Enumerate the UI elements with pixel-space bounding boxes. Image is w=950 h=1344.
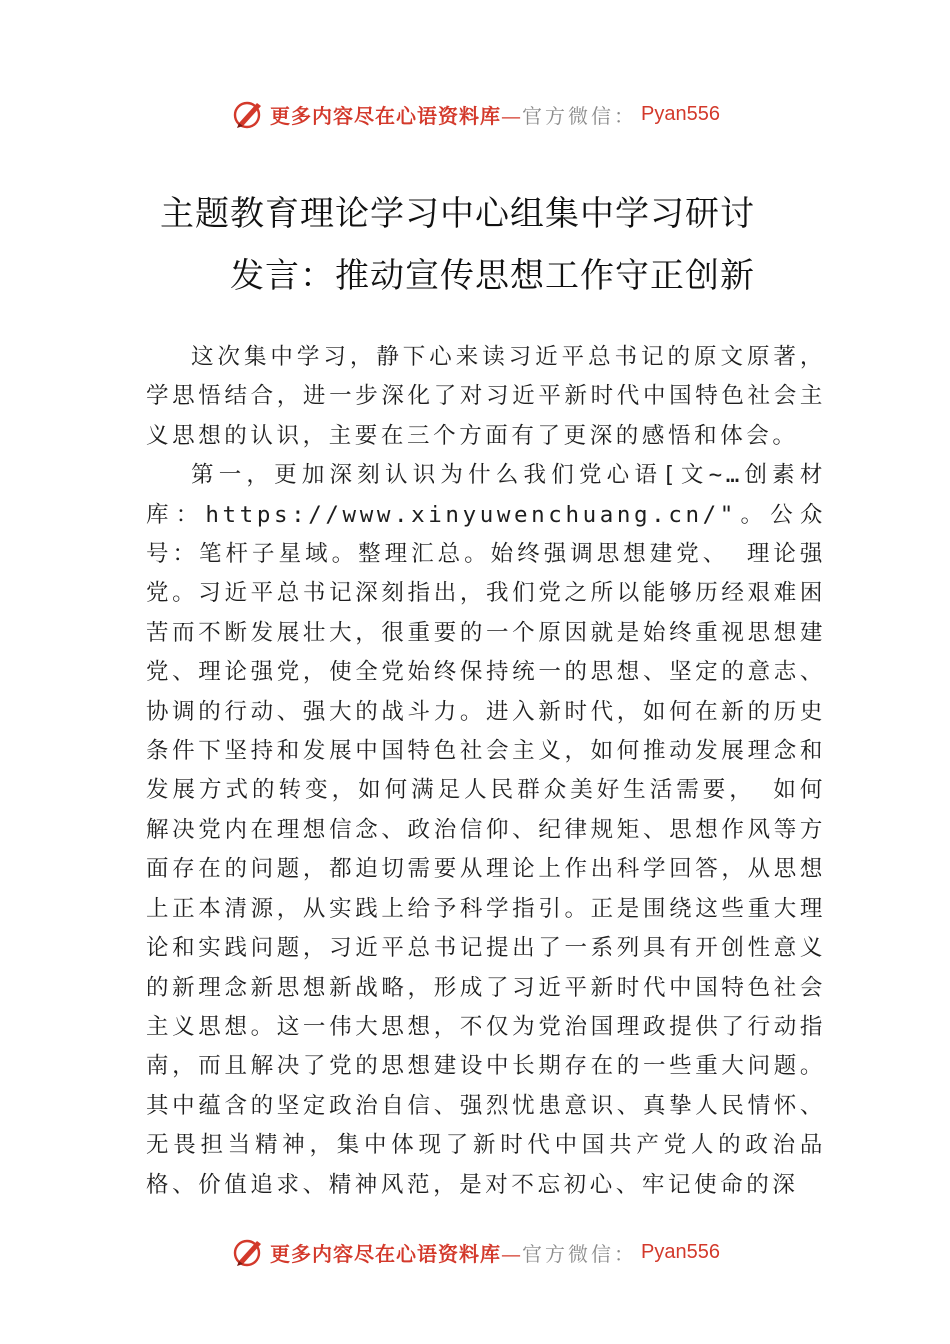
pen-logo-icon <box>230 96 266 132</box>
paragraph: 这次集中学习，静下心来读习近平总书记的原文原著，学思悟结合，进一步深化了对习近平新时代中国特色社会主义思想的认识，主要在三个方面有了更深的感悟和体会。 <box>146 344 826 449</box>
pen-logo-icon <box>230 1234 266 1270</box>
watermark-wechat-id: Pyan556 <box>641 102 720 125</box>
footer-watermark <box>0 1232 950 1272</box>
watermark-wechat-id: Pyan556 <box>641 1240 720 1263</box>
document-body <box>146 338 826 1205</box>
paragraph: 第一，更加深刻认识为什么我们党心语[文~…创素材库：https://www.xinyuwenchuang.cn/"。公众号：笔杆子星域。整理汇总。始终强调思想建党、 理论强党。习近平总书记深刻指出，我们党之所以能够历经艰难困苦而不断发展壮大，很重要的一个原因就是始终重视思想建党、理论强党，使全党始终保持统一的思想、坚定的意志、协调的行动、强大的战斗力。进入新时代，如何在新的历史条件下坚持和发展中国特色社会主义，如何推动发展理念和发展方式的转变，如何满足人民群众美好生活需要， 如何解决党内在理想信念、政治信仰、纪律规矩、思想作风等方面存在的问题，都迫切需要从理论上作出科学回答，从思想上正本清源，从实践上给予科学指引。正是围绕这些重大理论和实践问题，习近平总书记提出了一系列具有开创性意义的新理念新思想新战略，形成了习近平新时代中国特色社会主义思想。这一伟大思想，不仅为党治国理政提供了行动指南，而且解决了党的思想建设中长期存在的一些重大问题。其中蕴含的坚定政治自信、强烈忧患意识、真挚人民情怀、无畏担当精神，集中体现了新时代中国共产党人的政治品格、价值追求、精神风范，是对不忘初心、牢记使命的深 <box>146 462 826 1198</box>
document-title-line2: 发言：推动宣传思想工作守正创新 <box>230 256 755 296</box>
watermark-brand: 更多内容尽在心语资料库—官方微信： <box>270 103 638 128</box>
watermark-brand: 更多内容尽在心语资料库—官方微信： <box>270 1241 638 1266</box>
document-title-line1: 主题教育理论学习中心组集中学习研讨 <box>160 194 755 234</box>
header-watermark <box>0 94 950 134</box>
